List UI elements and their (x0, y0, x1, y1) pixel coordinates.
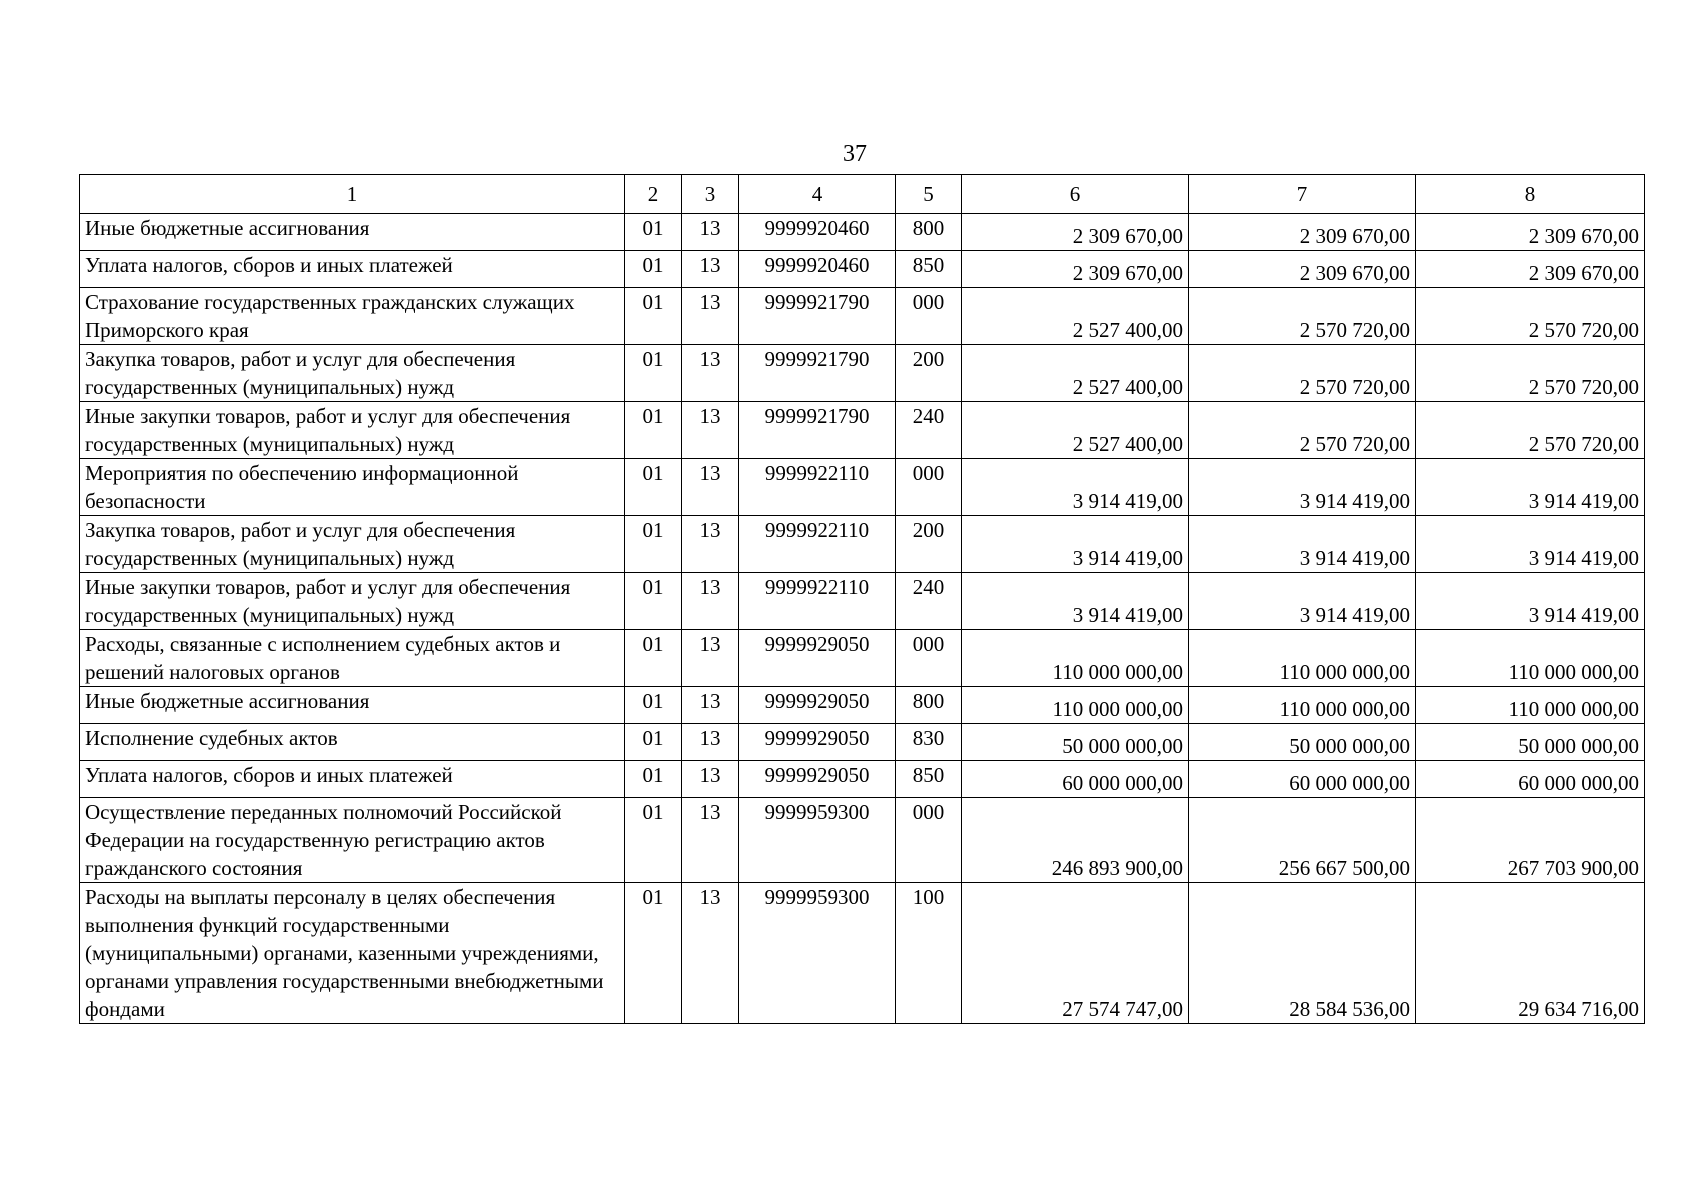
row-amount-cell: 110 000 000,00 (1416, 630, 1645, 687)
row-code-cell: 13 (682, 345, 739, 402)
row-code-cell: 13 (682, 214, 739, 251)
row-amount-cell: 2 309 670,00 (1189, 214, 1416, 251)
row-name-cell: Уплата налогов, сборов и иных платежей (80, 761, 625, 798)
row-amount-cell: 50 000 000,00 (1189, 724, 1416, 761)
row-amount-cell: 2 570 720,00 (1189, 345, 1416, 402)
row-code-cell: 01 (625, 798, 682, 883)
table-row (80, 459, 1645, 516)
row-amount-cell: 2 309 670,00 (1416, 214, 1645, 251)
row-code-cell: 830 (896, 724, 962, 761)
row-name-cell: Расходы на выплаты персоналу в целях обеспечения выполнения функций государственными (муниципальными) органами, казенными учреждениями, органами управления государственными внебюджетными фондами (80, 883, 625, 1024)
row-code-cell: 01 (625, 516, 682, 573)
row-amount-cell: 2 309 670,00 (1189, 251, 1416, 288)
row-amount-cell: 3 914 419,00 (1189, 459, 1416, 516)
row-code-cell: 01 (625, 251, 682, 288)
row-amount-cell: 110 000 000,00 (1189, 687, 1416, 724)
row-amount-cell: 110 000 000,00 (962, 630, 1189, 687)
row-code-cell: 13 (682, 573, 739, 630)
row-code-cell: 200 (896, 516, 962, 573)
row-code-cell: 01 (625, 214, 682, 251)
table-row (80, 761, 1645, 798)
row-code-cell: 13 (682, 761, 739, 798)
row-code-cell: 01 (625, 724, 682, 761)
row-code-cell: 9999920460 (739, 214, 896, 251)
row-amount-cell: 267 703 900,00 (1416, 798, 1645, 883)
header-cell: 6 (962, 175, 1189, 214)
row-code-cell: 01 (625, 761, 682, 798)
table-row (80, 883, 1645, 1024)
row-amount-cell: 60 000 000,00 (1416, 761, 1645, 798)
row-code-cell: 9999929050 (739, 630, 896, 687)
table-row (80, 516, 1645, 573)
row-code-cell: 800 (896, 214, 962, 251)
row-amount-cell: 2 570 720,00 (1189, 288, 1416, 345)
header-cell: 4 (739, 175, 896, 214)
row-amount-cell: 2 570 720,00 (1189, 402, 1416, 459)
row-amount-cell: 2 309 670,00 (1416, 251, 1645, 288)
row-amount-cell: 2 527 400,00 (962, 288, 1189, 345)
row-name-cell: Осуществление переданных полномочий Российской Федерации на государственную регистрацию актов гражданского состояния (80, 798, 625, 883)
row-code-cell: 9999929050 (739, 761, 896, 798)
header-cell: 5 (896, 175, 962, 214)
row-name-cell: Страхование государственных гражданских служащих Приморского края (80, 288, 625, 345)
row-code-cell: 13 (682, 883, 739, 1024)
row-code-cell: 9999929050 (739, 724, 896, 761)
header-cell: 8 (1416, 175, 1645, 214)
row-code-cell: 13 (682, 687, 739, 724)
row-amount-cell: 3 914 419,00 (1416, 573, 1645, 630)
row-code-cell: 000 (896, 459, 962, 516)
row-code-cell: 01 (625, 573, 682, 630)
row-amount-cell: 60 000 000,00 (1189, 761, 1416, 798)
row-amount-cell: 110 000 000,00 (1416, 687, 1645, 724)
row-code-cell: 01 (625, 402, 682, 459)
row-code-cell: 850 (896, 251, 962, 288)
row-amount-cell: 2 527 400,00 (962, 402, 1189, 459)
row-name-cell: Исполнение судебных актов (80, 724, 625, 761)
row-amount-cell: 28 584 536,00 (1189, 883, 1416, 1024)
row-code-cell: 9999929050 (739, 687, 896, 724)
row-amount-cell: 2 570 720,00 (1416, 402, 1645, 459)
row-code-cell: 01 (625, 883, 682, 1024)
row-amount-cell: 27 574 747,00 (962, 883, 1189, 1024)
row-code-cell: 000 (896, 798, 962, 883)
row-amount-cell: 2 570 720,00 (1416, 288, 1645, 345)
page-number: 37 (843, 141, 867, 167)
row-code-cell: 9999922110 (739, 573, 896, 630)
row-amount-cell: 2 309 670,00 (962, 214, 1189, 251)
table-row (80, 687, 1645, 724)
row-amount-cell: 3 914 419,00 (1189, 573, 1416, 630)
row-code-cell: 240 (896, 573, 962, 630)
row-code-cell: 9999922110 (739, 516, 896, 573)
row-amount-cell: 256 667 500,00 (1189, 798, 1416, 883)
row-name-cell: Закупка товаров, работ и услуг для обеспечения государственных (муниципальных) нужд (80, 345, 625, 402)
table-row (80, 251, 1645, 288)
header-cell: 2 (625, 175, 682, 214)
row-code-cell: 9999921790 (739, 288, 896, 345)
row-amount-cell: 3 914 419,00 (962, 516, 1189, 573)
row-code-cell: 9999921790 (739, 345, 896, 402)
row-amount-cell: 110 000 000,00 (962, 687, 1189, 724)
row-code-cell: 9999922110 (739, 459, 896, 516)
row-amount-cell: 2 570 720,00 (1416, 345, 1645, 402)
row-code-cell: 100 (896, 883, 962, 1024)
row-code-cell: 200 (896, 345, 962, 402)
row-name-cell: Закупка товаров, работ и услуг для обеспечения государственных (муниципальных) нужд (80, 516, 625, 573)
row-name-cell: Расходы, связанные с исполнением судебных актов и решений налоговых органов (80, 630, 625, 687)
row-code-cell: 9999959300 (739, 883, 896, 1024)
row-amount-cell: 50 000 000,00 (962, 724, 1189, 761)
row-code-cell: 9999959300 (739, 798, 896, 883)
table-header-row (80, 175, 1645, 214)
row-code-cell: 01 (625, 459, 682, 516)
table-row (80, 573, 1645, 630)
row-name-cell: Мероприятия по обеспечению информационной безопасности (80, 459, 625, 516)
table-row (80, 214, 1645, 251)
row-code-cell: 13 (682, 402, 739, 459)
row-code-cell: 240 (896, 402, 962, 459)
row-code-cell: 850 (896, 761, 962, 798)
row-amount-cell: 60 000 000,00 (962, 761, 1189, 798)
table-row (80, 724, 1645, 761)
row-amount-cell: 246 893 900,00 (962, 798, 1189, 883)
row-code-cell: 13 (682, 459, 739, 516)
row-amount-cell: 3 914 419,00 (1416, 459, 1645, 516)
row-amount-cell: 50 000 000,00 (1416, 724, 1645, 761)
header-cell: 3 (682, 175, 739, 214)
table-row (80, 402, 1645, 459)
row-code-cell: 13 (682, 798, 739, 883)
budget-table (79, 174, 1645, 1024)
row-name-cell: Иные бюджетные ассигнования (80, 687, 625, 724)
row-code-cell: 01 (625, 345, 682, 402)
header-cell: 1 (80, 175, 625, 214)
table-row (80, 630, 1645, 687)
row-amount-cell: 3 914 419,00 (962, 573, 1189, 630)
table-row (80, 798, 1645, 883)
row-code-cell: 000 (896, 288, 962, 345)
row-code-cell: 13 (682, 724, 739, 761)
row-code-cell: 13 (682, 516, 739, 573)
row-amount-cell: 3 914 419,00 (1189, 516, 1416, 573)
row-code-cell: 01 (625, 687, 682, 724)
header-cell: 7 (1189, 175, 1416, 214)
row-code-cell: 9999920460 (739, 251, 896, 288)
row-amount-cell: 29 634 716,00 (1416, 883, 1645, 1024)
row-amount-cell: 110 000 000,00 (1189, 630, 1416, 687)
table-row (80, 345, 1645, 402)
row-amount-cell: 2 527 400,00 (962, 345, 1189, 402)
row-code-cell: 13 (682, 630, 739, 687)
row-code-cell: 000 (896, 630, 962, 687)
row-code-cell: 13 (682, 288, 739, 345)
row-amount-cell: 3 914 419,00 (962, 459, 1189, 516)
row-code-cell: 9999921790 (739, 402, 896, 459)
row-name-cell: Иные бюджетные ассигнования (80, 214, 625, 251)
row-name-cell: Иные закупки товаров, работ и услуг для обеспечения государственных (муниципальных) нужд (80, 402, 625, 459)
row-code-cell: 01 (625, 288, 682, 345)
table-row (80, 288, 1645, 345)
row-name-cell: Уплата налогов, сборов и иных платежей (80, 251, 625, 288)
row-code-cell: 01 (625, 630, 682, 687)
row-name-cell: Иные закупки товаров, работ и услуг для обеспечения государственных (муниципальных) нужд (80, 573, 625, 630)
row-amount-cell: 2 309 670,00 (962, 251, 1189, 288)
row-amount-cell: 3 914 419,00 (1416, 516, 1645, 573)
row-code-cell: 13 (682, 251, 739, 288)
row-code-cell: 800 (896, 687, 962, 724)
